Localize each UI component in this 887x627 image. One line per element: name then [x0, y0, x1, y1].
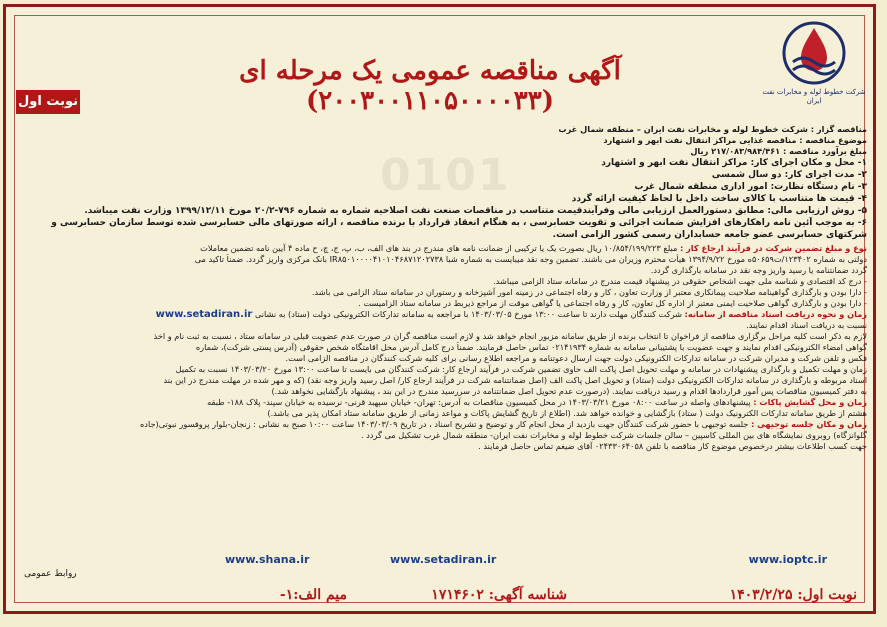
opening-label: زمان و محل گشایش پاکات :	[753, 397, 867, 407]
setadiran-link[interactable]: www.setadiran.ir	[390, 553, 497, 566]
submission-text-3: به دفتر کمیسیون مناقصات پس آمور قراردادها اقدام و رسید دریافت نمایند. (درصورت عدم تحویل اصل ضمانتنامه در سررسید مندرج در این بند ، پیشنهاد بازگشایی نخواهد شد.)	[271, 386, 867, 396]
guarantee-text-2: دولتی به شماره ۱۲۳۴۰۲/ت۵۰۶۵۹ه مورخ ۱۳۹۴/۹/۲۲ هیأت محترم وزیران می باشند. تضمین وجه نقد میبایست به شماره شبا IR۸۵۰۱۰۰۰۰۴۱۰۱۰۴۶۸۷۱۲۰۲۷۳۸ بانک مرکزی واریز گردد. ضمناً تاکید می	[194, 254, 867, 264]
item-audit-cont: شرکتهای حسابرسی عضو جامعه حسابداران رسمی کشور الزامی است.	[552, 230, 867, 240]
ad-id: شناسه آگهی: ۱۷۱۴۶۰۲	[431, 587, 567, 603]
documents-label: زمان و نحوه دریافت اسناد مناقصه از سامانه:	[684, 309, 867, 319]
mim-code: میم الف:۱-	[279, 587, 347, 603]
item-audit: ۶- به موجب آئین نامه راهکارهای افزایش ضمانت اجرائی و تقویت حسابرسی ، به هنگام انعقاد قرارداد با برنده مناقصه ، ارائه صورتهای مالی حسابرسی شده توسط سازمان حسابرسی و	[51, 218, 867, 228]
watermark-text: 0101	[380, 150, 511, 201]
submission-text: زمان و مهلت تکمیل و بارگذاری پیشنهادات در سامانه و مهلت تحویل اصل پاکت الف حاوی تضمین شرکت در فرآیند ارجاع کار: شرکت کنندگان می بایست تا ساعت ۱۳:۰۰ مورخ ۱۴۰۳/۰۳/۲۰ نسبت به تکمیل	[175, 364, 867, 374]
ad-title: آگهی مناقصه عمومی یک مرحله ای (۲۰۰۳۰۰۱۱۰۵۰۰۰۰۳۳)	[239, 56, 621, 116]
logo-caption: شرکت خطوط لوله و مخابرات نفت ایران	[762, 88, 866, 105]
opening-text: پیشنهادهای واصله در ساعت ۰۸:۰۰ مورخ ۱۴۰۳/۰۳/۲۱ در محل کمیسیون مناقصات به آدرس: تهران- خیابان سپهبد قرنی- نرسیده به خیابان سپند- پلاک ۱۸۸- طبقه	[207, 397, 751, 407]
registration-text-3: فکس و تلفن شرکت و مدیران شرکت در سامانه تدارکات الکترونیکی دولت جهت ارسال دعوتنامه و مراجعه اطلاع رسانی برای کلیه شرکت کنندگان در مناقصه الزامی است.	[285, 353, 867, 363]
guarantee-label: نوع و مبلغ تضمین شرکت در فرآیند ارجاع کار :	[679, 243, 867, 253]
documents-text: شرکت کنندگان مهلت دارند تا ساعت ۱۳:۰۰ مورخ ۱۴۰۳/۰۳/۰۵ با مراجعه به سامانه تدارکات الکترونیکی دولت (ستاد) به نشانی	[254, 309, 682, 319]
requirement-contractor-cert: - دارا بودن و بارگذاری گواهینامه صلاحیت پیمانکاری معتبر از وزارت تعاون ، کار و رفاه اجتماعی در زمینه امور آشپزخانه و رستوران در سامانه ستاد الزامی می باشد.	[311, 287, 867, 297]
item-location: ۱- محل و مکان اجرای کار: مراکز انتقال نفت ابهر و اشتهارد	[601, 158, 867, 168]
item-supervisor: ۳- نام دستگاه نظارت: امور اداری منطقه شمال غرب	[634, 182, 867, 192]
guarantee-text-3: گردد ضمانتنامه یا رسید واریز وجه نقد در سامانه بارگذاری گردد.	[650, 265, 867, 275]
ad-footer	[20, 569, 867, 609]
item-duration: ۲- مدت اجرای کار: دو سال شمسی	[711, 170, 867, 180]
item-prices: ۴- قیمت ها متناسب با کالای ساخت داخل با لحاظ کیفیت ارائه گردد	[571, 194, 867, 204]
company-logo	[759, 18, 869, 116]
requirement-safety-cert: - دارا بودن و بارگذاری گواهی صلاحیت ایمنی معتبر از اداره کل تعاون، کار و رفاه اجتماعی یا گواهی موقت از مراجع ذیربط در سامانه ستاد الزامیست .	[358, 298, 867, 308]
ad-body	[20, 124, 867, 452]
tender-subject: موضوع مناقصه : مناقصه غذایی مراکز انتقال نفت ابهر و اشتهارد	[603, 135, 867, 145]
setad-link-inline[interactable]: www.setadiran.ir	[155, 309, 253, 320]
tender-holder: مناقصه گزار : شرکت خطوط لوله و مخابرات نفت ایران – منطقه شمال غرب	[558, 124, 867, 134]
registration-text-2: گواهی امضاء الکترونیکی اقدام نمایند و جهت عضویت با پشتیبانی سامانه به شماره ۰۲۱۴۱۹۳۴ تماس حاصل فرمایند. ضمناً درج کامل آدرس محل اقامتگاه شخص حقوقی (آدرس پستی شرکت)، شماره	[195, 342, 867, 352]
registration-text: لازم به ذکر است کلیه مراحل برگزاری مناقصه از فراخوان تا انتخاب برنده از طریق سامانه مزبور انجام خواهد شد و لازم است مناقصه گران در صورت عدم عضویت قبلی در سامانه ستاد ، نسبت به ثبت نام و اخذ	[153, 331, 867, 341]
documents-text-2: نسبت به دریافت اسناد اقدام نمایند.	[746, 320, 867, 330]
item-evaluation: ۵- روش ارزیابی مالی: مطابق دستورالعمل ارزیابی مالی وفرآیندقیمت متناسب در مناقصات صنعت نفت اصلاحیه شماره به شماره ۷۹۶-۲۰/۲ مورخ ۱۳۹۹/۱۲/۱۱ وزارت نفت میباشد.	[84, 206, 867, 216]
guarantee-text: مبلغ ۱۰/۸۵۴/۱۹۹/۲۲۳ ریال بصورت یک یا ترکیبی از ضمانت نامه های مندرج در بند های الف، ب، پ، ج، چ، ح ماده ۴ آیین نامه تضمین معاملات	[200, 243, 678, 253]
opening-text-2: هشتم از طریق سامانه تدارکات الکترونیک دولت ( ستاد) بازگشایی و خوانده خواهد شد. (اطلاع از تاریخ گشایش پاکات و مواعد زمانی از طریق سامانه ستاد امکان پذیر می باشد.)	[267, 408, 867, 418]
briefing-label: زمان و مکان جلسه توجیهی :	[750, 419, 867, 429]
shana-link[interactable]: www.shana.ir	[225, 553, 310, 566]
contact-text: جهت کسب اطلاعات بیشتر درخصوص موضوع کار مناقصه با تلفن ۰۲۴۳۳۰۶۴۰۵۸ آقای ضیغم تماس حاصل فرمایند .	[478, 441, 867, 451]
round-badge: نوبت اول	[16, 90, 80, 114]
briefing-text-2: گلوانزگاه) روبروی نمایشگاه های بین المللی کاسپین – سالن جلسات شرکت خطوط لوله و مخابرات نفت ایران- منطقه شمال غرب تشکیل می گردد .	[360, 430, 867, 440]
submission-text-2: اسناد مربوطه و بارگذاری در سامانه تدارکات الکترونیکی دولت (ستاد) و تحویل اصل پاکت الف (اصل ضمانتنامه شرکت در فرآیند ارجاع کار/ اصل رسید واریز وجه نقد) (که و مهر شده در مهلت مندرج در این بند	[163, 375, 867, 385]
publisher-label: روابط عمومی	[24, 569, 77, 579]
ioptc-link[interactable]: www.ioptc.ir	[748, 553, 827, 566]
requirement-economic-code: - درج کد اقتصادی و شناسه ملی جهت اشخاص حقوقی در پیشنهاد قیمت مندرج در سامانه ستاد الزامی میباشد.	[493, 276, 867, 286]
briefing-text: جلسه توجیهی با حضور شرکت کنندگان جهت بازدید از محل انجام کار و توضیح و تشریح اسناد ، در تاریخ ۱۴۰۳/۰۳/۰۹ ساعت ۱۰:۰۰ صبح به نشانی : زنجان-بلوار پروفسور نبوتی(جاده	[140, 419, 749, 429]
website-links	[20, 553, 867, 569]
publish-date: نوبت اول: ۱۴۰۳/۲/۲۵	[729, 587, 857, 603]
oil-company-logo-icon	[779, 18, 849, 88]
tender-estimate: مبلغ برآورد مناقصه : ۲۱۷/۰۸۳/۹۸۴/۴۶۱ ریال	[690, 146, 867, 156]
